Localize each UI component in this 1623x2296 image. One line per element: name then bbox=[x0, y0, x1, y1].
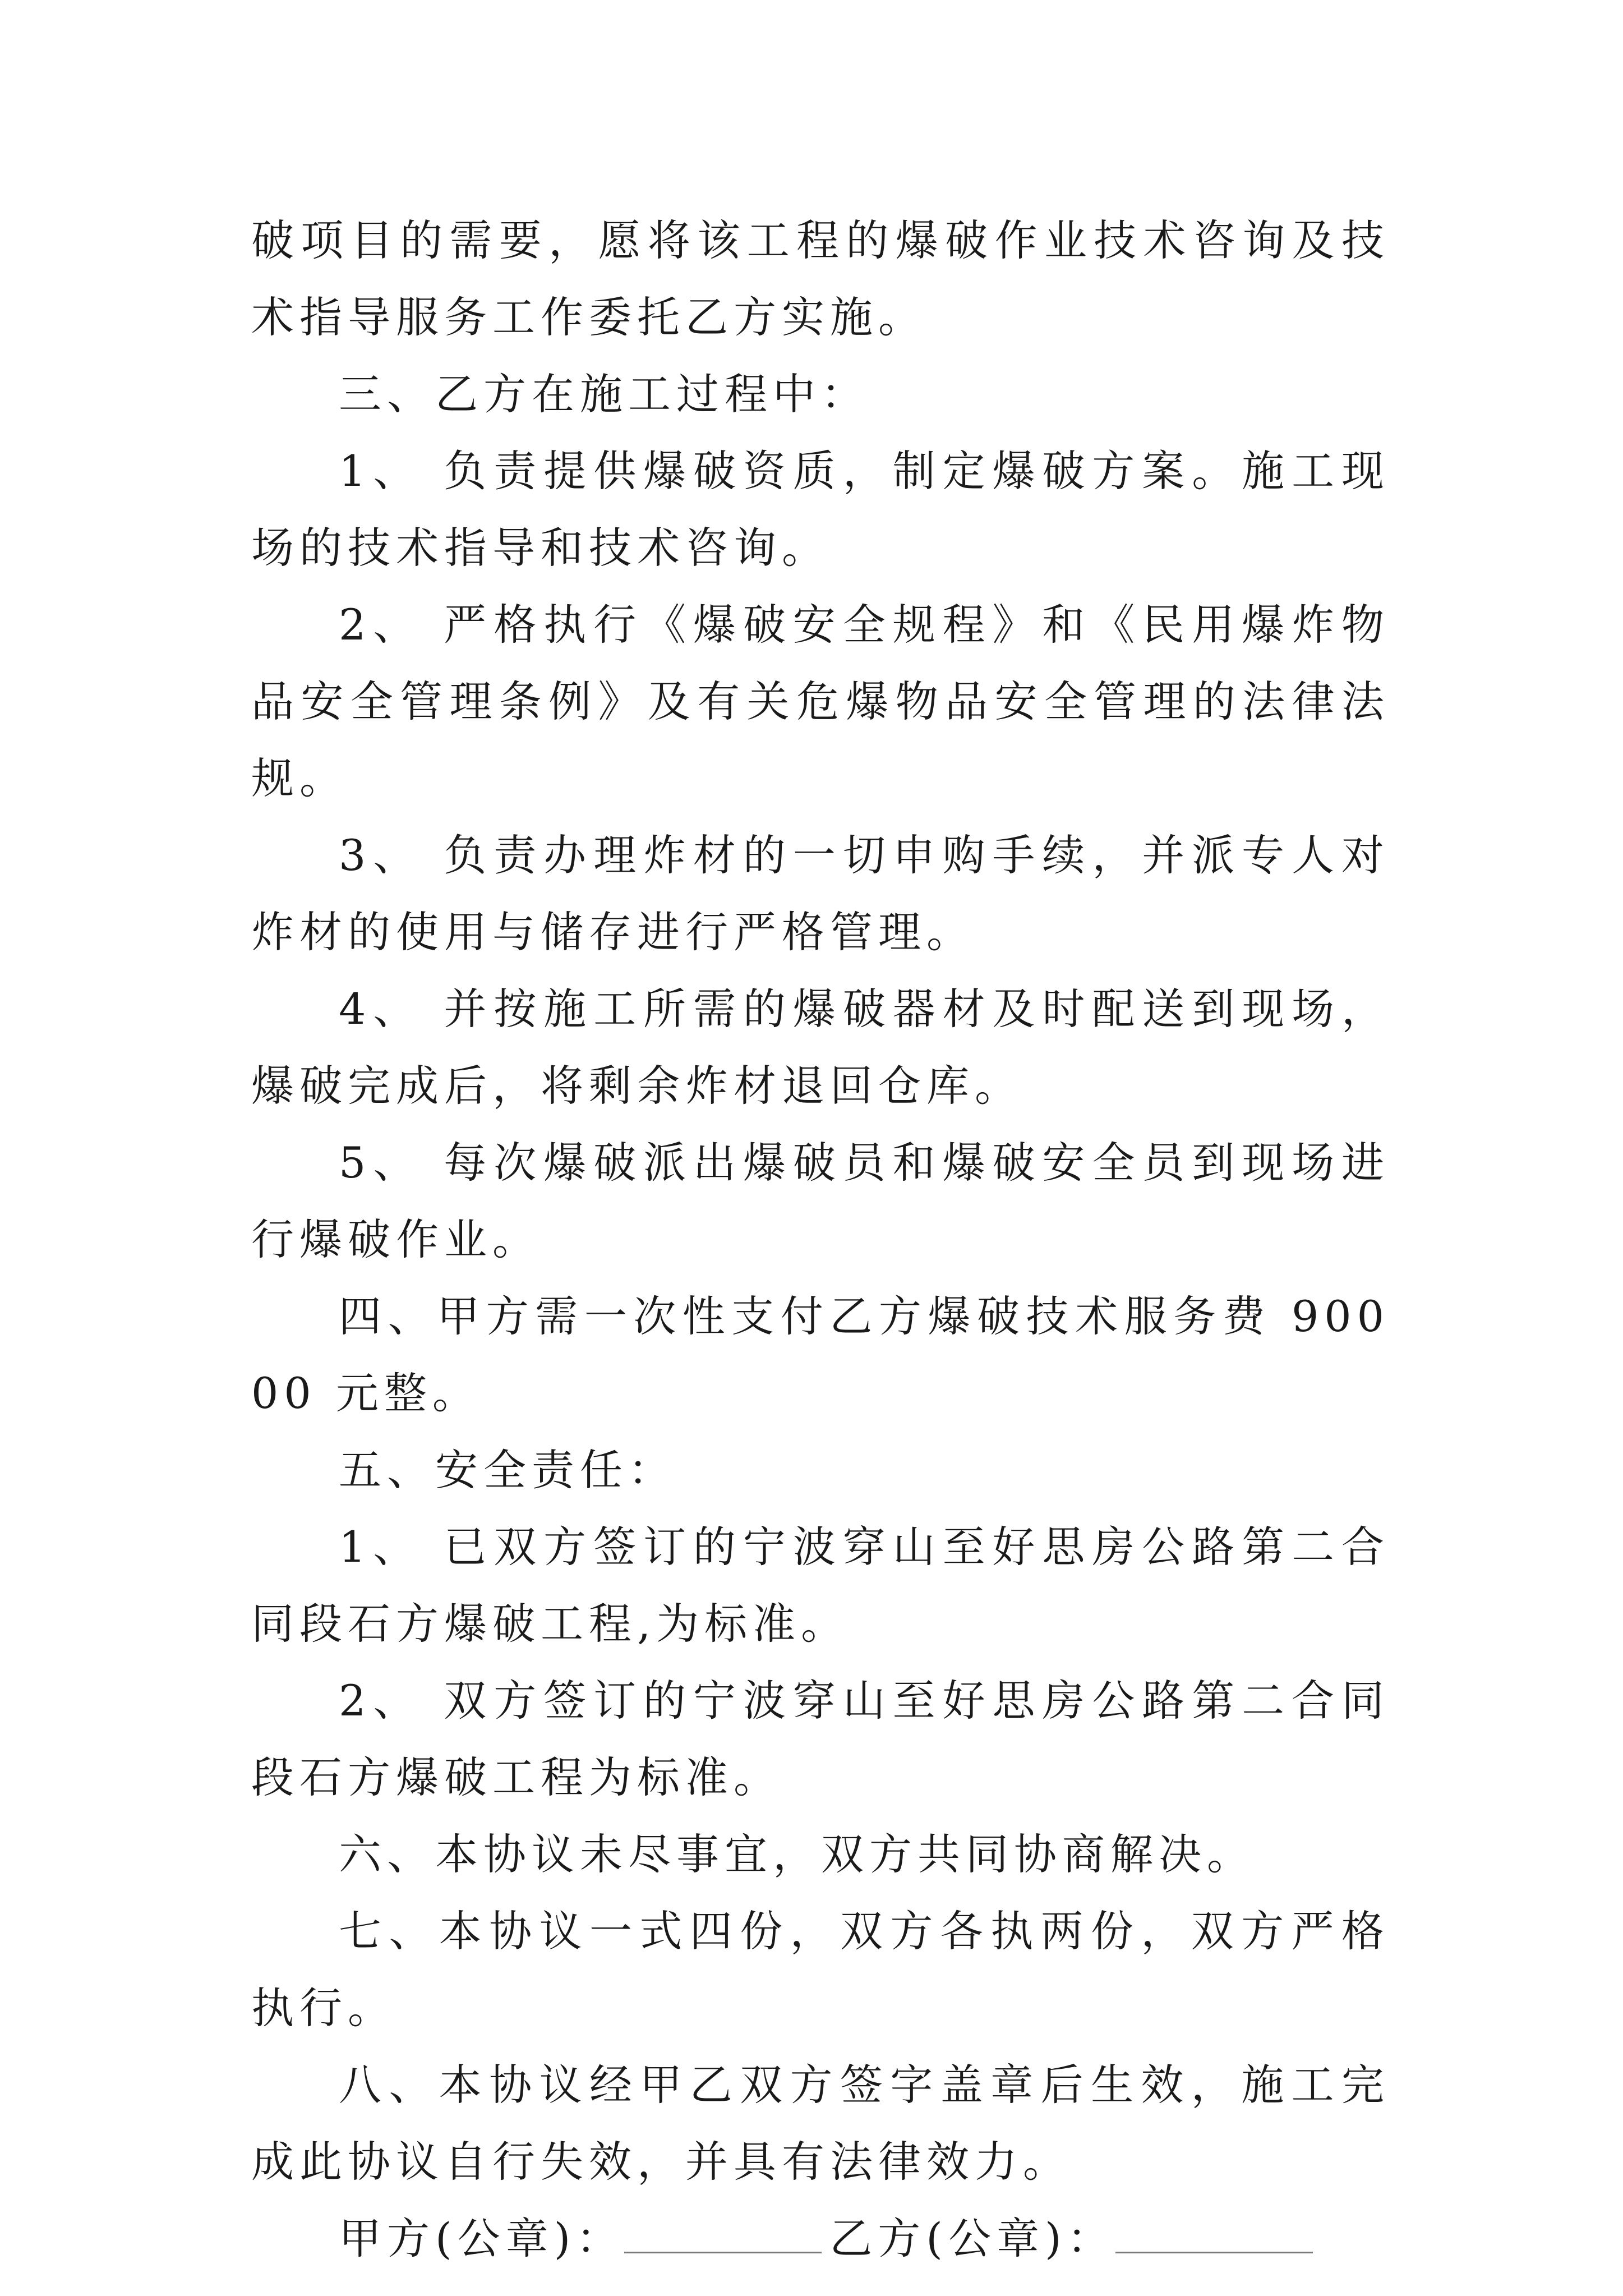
paragraph-section-five-heading: 五、安全责任： bbox=[339, 1445, 676, 1495]
signature-line bbox=[251, 2200, 1390, 2277]
paragraph-intro-continuation: 破项目的需要，愿将该工程的爆破作业技术咨询及技术指导服务工作委托乙方实施。 bbox=[251, 215, 1390, 342]
paragraph-section-three-heading: 三、乙方在施工过程中： bbox=[339, 369, 869, 419]
paragraph-item-2: 2、 严格执行《爆破安全规程》和《民用爆炸物品安全管理条例》及有关危爆物品安全管理的法律法规。 bbox=[251, 600, 1390, 803]
party-a-seal-blank bbox=[624, 2218, 822, 2253]
paragraph-item-5: 5、 每次爆破派出爆破员和爆破安全员到现场进行爆破作业。 bbox=[251, 1138, 1390, 1264]
party-a-seal-label: 甲方(公章)： bbox=[339, 2214, 625, 2263]
party-b-seal-blank bbox=[1115, 2218, 1313, 2253]
paragraph-item-3: 3、 负责办理炸材的一切申购手续，并派专人对炸材的使用与储存进行严格管理。 bbox=[251, 830, 1390, 957]
paragraph-item-1: 1、 负责提供爆破资质，制定爆破方案。施工现场的技术指导和技术咨询。 bbox=[251, 446, 1390, 573]
party-b-seal-label: 乙方(公章)： bbox=[829, 2214, 1115, 2263]
paragraph-section-seven: 七、本协议一式四份，双方各执两份，双方严格执行。 bbox=[251, 1906, 1390, 2033]
paragraph-item-4: 4、 并按施工所需的爆破器材及时配送到现场，爆破完成后，将剩余炸材退回仓库。 bbox=[251, 984, 1390, 1111]
paragraph-safety-item-1: 1、 已双方签订的宁波穿山至好思房公路第二合同段石方爆破工程,为标准。 bbox=[251, 1522, 1390, 1649]
paragraph-section-four-payment: 四、甲方需一次性支付乙方爆破技术服务费 90000 元整。 bbox=[251, 1291, 1390, 1418]
agreement-body bbox=[251, 202, 1390, 2277]
paragraph-section-eight: 八、本协议经甲乙双方签字盖章后生效，施工完成此协议自行失效，并具有法律效力。 bbox=[251, 2060, 1390, 2187]
paragraph-safety-item-2: 2、 双方签订的宁波穿山至好思房公路第二合同段石方爆破工程为标准。 bbox=[251, 1676, 1390, 1802]
paragraph-section-six: 六、本协议未尽事宜，双方共同协商解决。 bbox=[339, 1829, 1255, 1879]
